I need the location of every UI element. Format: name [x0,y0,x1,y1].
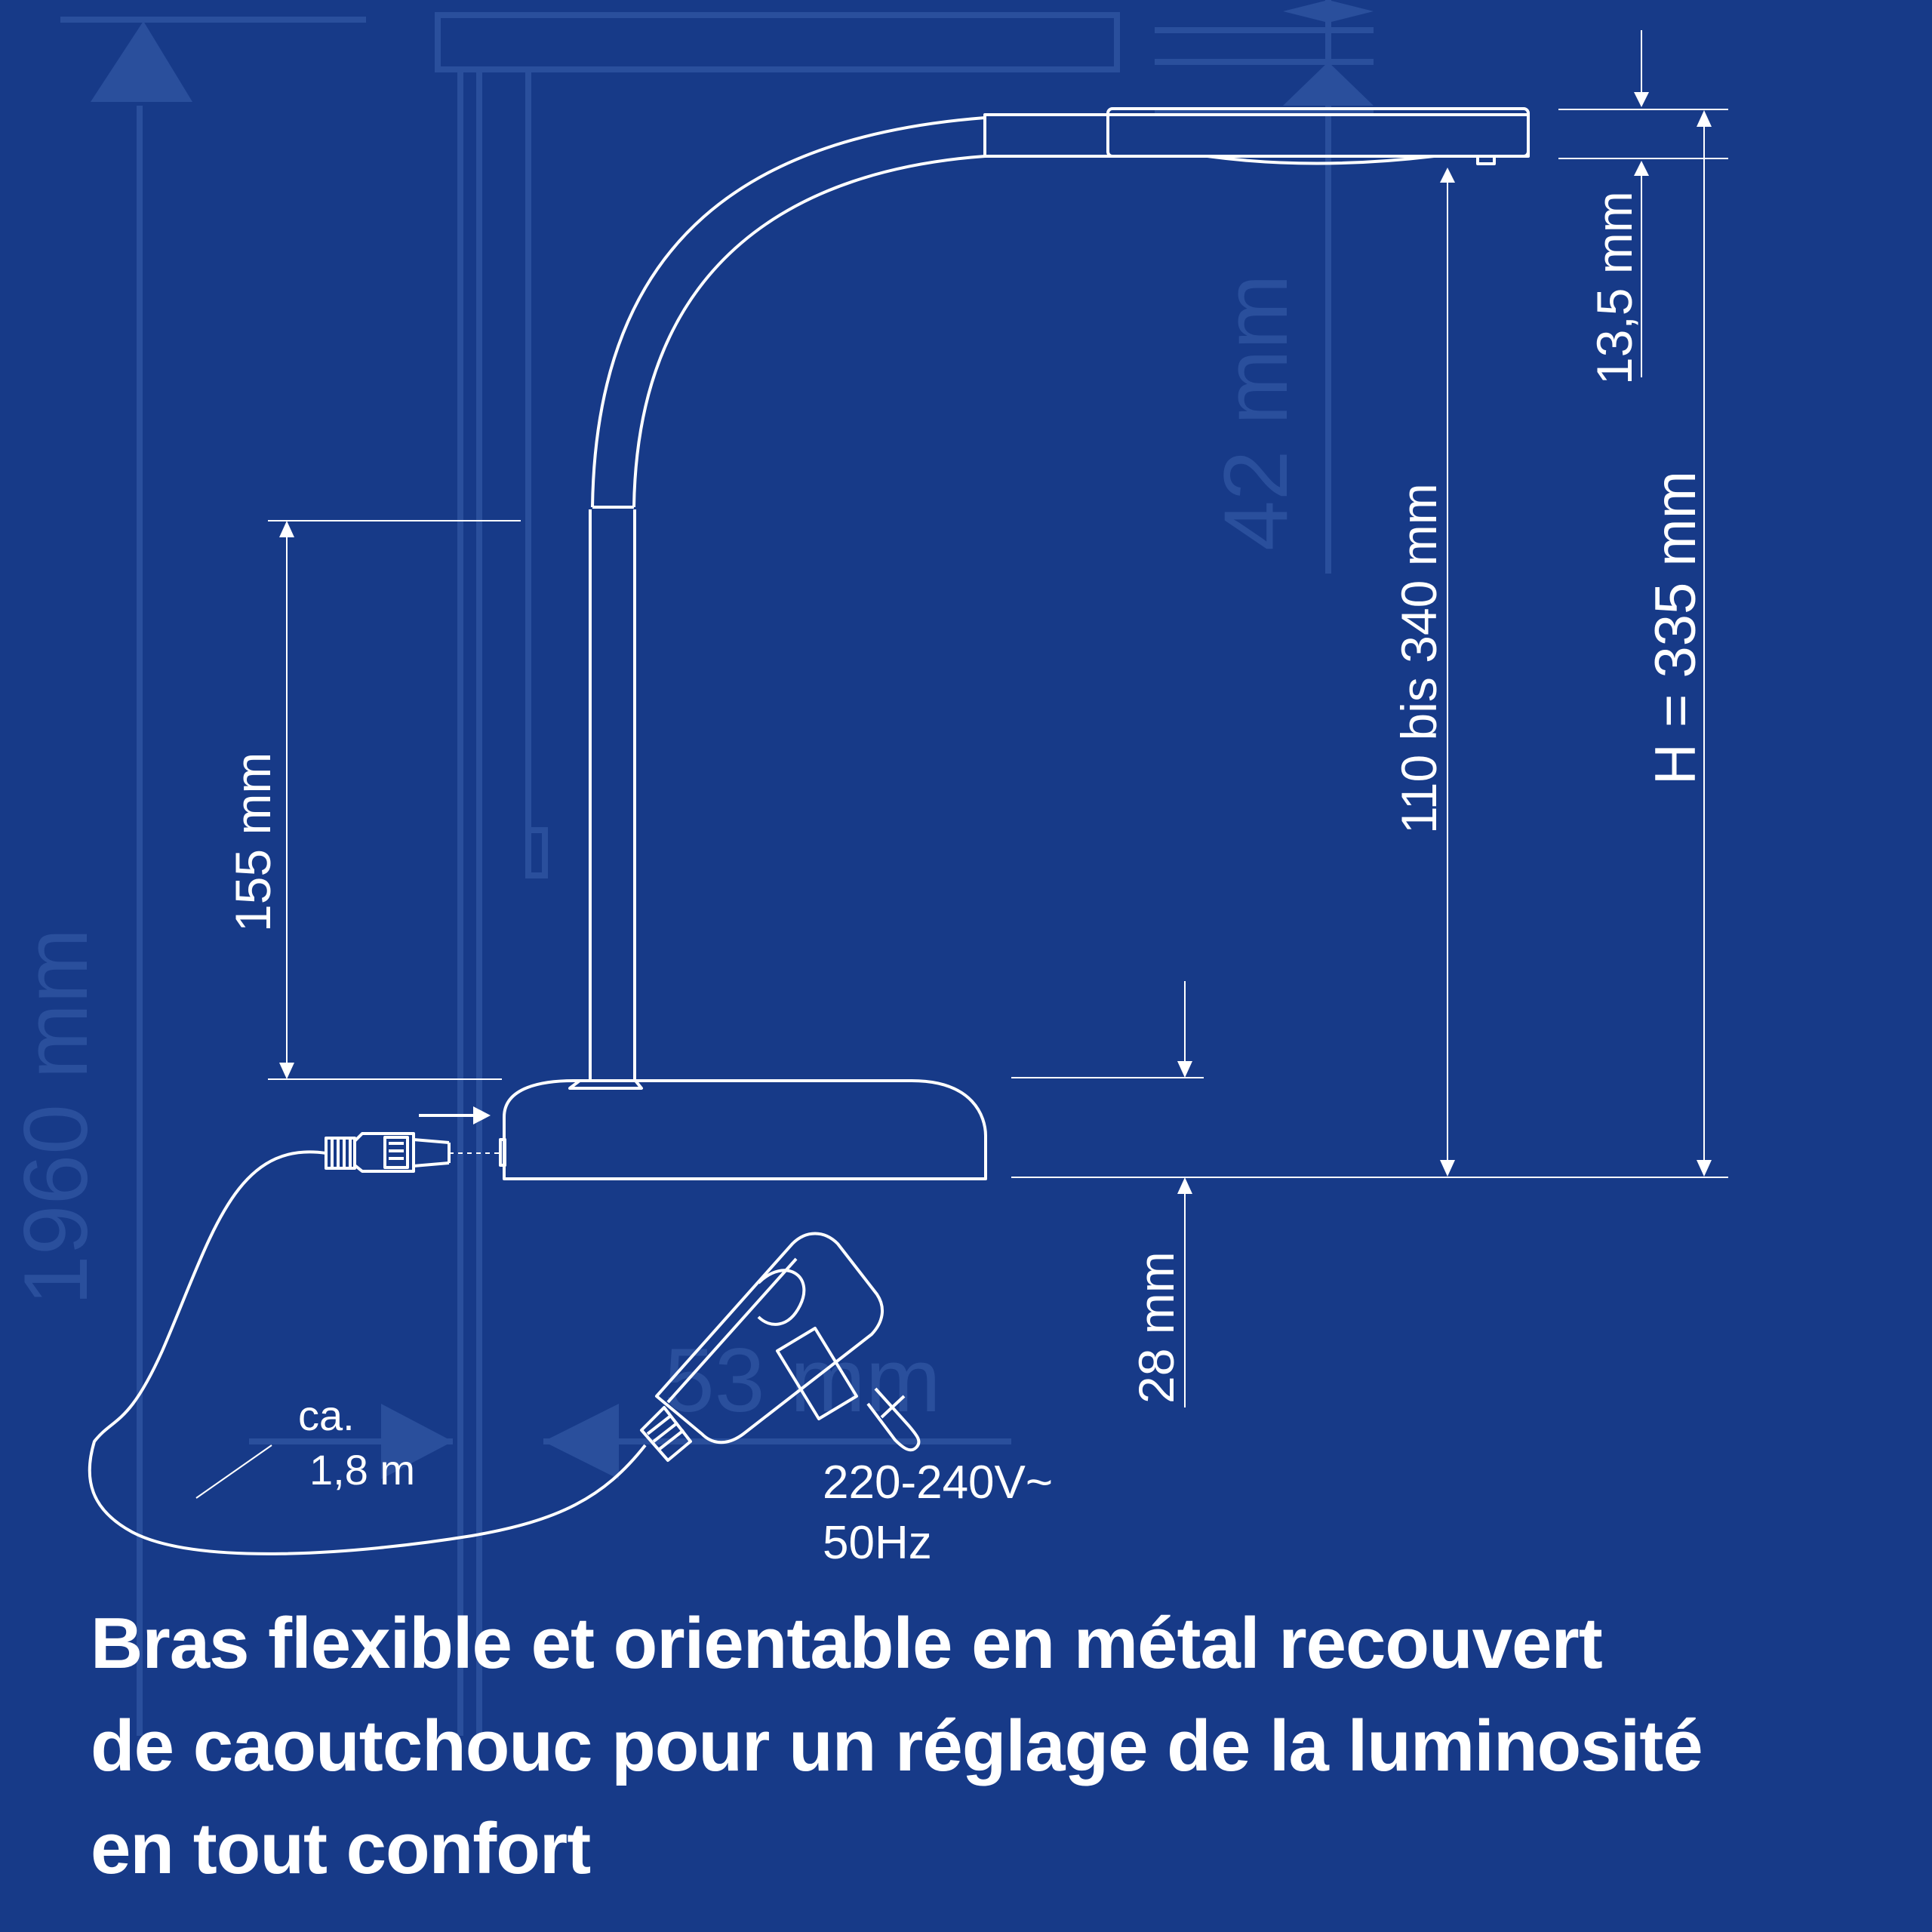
cable-length-label-line1: ca. [298,1392,355,1439]
caption-line-1: Bras flexible et orientable en métal recouvert [91,1603,1602,1684]
caption-line-2: de caoutchouc pour un réglage de la luminosité [91,1706,1703,1786]
ghost-label-depth: 53 mm [664,1330,941,1431]
dimension-lines [196,30,1728,1498]
total-height-label: H = 335 mm [1644,470,1708,785]
head-height-label: 110 bis 340 mm [1391,483,1447,834]
voltage-label: 220-240V~ [823,1457,1054,1509]
caption-line-3: en tout confort [91,1808,591,1889]
stem-height-label: 155 mm [225,752,281,932]
product-caption [91,1592,1887,1900]
base-height-label: 28 mm [1128,1251,1184,1404]
lamp-head [985,109,1528,164]
ghost-label-width: 42 mm [1205,274,1306,551]
flexible-arm [592,118,985,507]
ghost-label-height: 1960 mm [5,928,106,1306]
dimension-arrows [279,92,1712,1194]
dc-plug [326,1134,449,1171]
head-thickness-label: 13,5 mm [1586,191,1642,385]
cable-length-label-line2: 1,8 m [309,1446,416,1494]
lamp-base [500,1081,986,1179]
frequency-label: 50Hz [823,1517,932,1569]
lamp-stem [590,509,635,1082]
